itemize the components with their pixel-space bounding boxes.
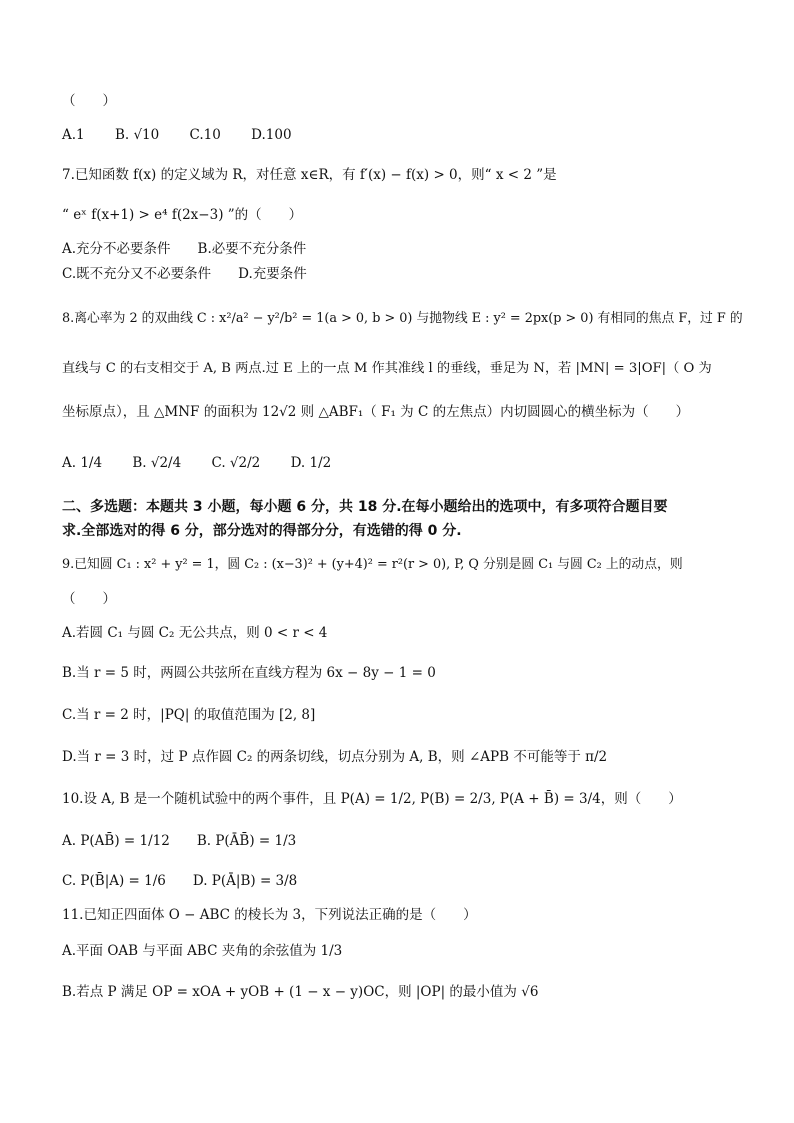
q11-option-b: B.若点 P 满足 OP = xOA + yOB + (1 − x − y)OC，则 |OP| 的最小值为 √6 [62,984,539,1000]
q9-option-a: A.若圆 C₁ 与圆 C₂ 无公共点，则 0 < r < 4 [62,625,328,641]
option-d: D. 1/2 [290,455,332,471]
option-a: A.1 [62,127,85,143]
section-2-heading: 二、多选题：本题共 3 小题，每小题 6 分，共 18 分.在每小题给出的选项中，有多项符合题目要 [62,499,668,515]
q7-options-ab: A.充分不必要条件 B.必要不充分条件 [62,241,307,257]
q8-stem-3: 坐标原点），且 △MNF 的面积为 12√2 则 △ABF₁（ F₁ 为 C 的左焦点）内切圆圆心的横坐标为（ ） [62,404,690,420]
q8-options [62,454,357,472]
option-d: D.100 [251,127,292,143]
q8-stem-2: 直线与 C 的右支相交于 A, B 两点.过 E 上的一点 M 作其准线 l 的垂线，垂足为 N，若 |MN| = 3|OF|（ O 为 [62,361,712,376]
q8-stem: 8.离心率为 2 的双曲线 C : x²/a² − y²/b² = 1(a > 0, b > 0) 与抛物线 E : y² = 2px(p > 0) 有相同的焦点 F，过 F 的 [62,311,743,326]
q7-options-cd: C.既不充分又不必要条件 D.充要条件 [62,266,307,282]
q11-stem: 11.已知正四面体 O − ABC 的棱长为 3，下列说法正确的是（ ） [62,907,477,923]
q10-options-ab: A. P(AB̄) = 1/12 B. P(ĀB̄) = 1/3 [62,833,297,849]
q7-stem-cont: “ eˣ f(x+1) > e⁴ f(2x−3) ”的（ ） [62,207,303,223]
q11-option-a: A.平面 OAB 与平面 ABC 夹角的余弦值为 1/3 [62,943,343,959]
option-c: C.10 [189,127,221,143]
answer-bracket: （ ） [62,93,116,109]
q10-options-cd: C. P(B̄|A) = 1/6 D. P(Ā|B) = 3/8 [62,873,298,889]
q6-options [62,126,318,144]
q9-option-d: D.当 r = 3 时，过 P 点作圆 C₂ 的两条切线，切点分别为 A, B，则 ∠APB 不可能等于 π/2 [62,749,608,765]
q9-stem: 9.已知圆 C₁ : x² + y² = 1，圆 C₂ : (x−3)² + (y+4)² = r²(r > 0), P, Q 分别是圆 C₁ 与圆 C₂ 上的动点，则 [62,557,683,572]
option-a: A. 1/4 [62,455,103,471]
section-2-heading-cont: 求.全部选对的得 6 分，部分选对的得部分分，有选错的得 0 分. [62,523,462,539]
option-b: B. √10 [114,127,160,143]
q9-option-b: B.当 r = 5 时，两圆公共弦所在直线方程为 6x − 8y − 1 = 0 [62,665,436,681]
option-b: B. √2/4 [132,455,182,471]
q10-stem: 10.设 A, B 是一个随机试验中的两个事件，且 P(A) = 1/2, P(B) = 2/3, P(A + B̄) = 3/4，则（ ） [62,791,682,807]
option-c: C. √2/2 [211,455,261,471]
q9-option-c: C.当 r = 2 时，|PQ| 的取值范围为 [2, 8] [62,707,316,723]
q9-bracket: （ ） [62,591,116,607]
q7-stem: 7.已知函数 f(x) 的定义域为 R，对任意 x∈R，有 f′(x) − f(x) > 0，则“ x < 2 ”是 [62,167,557,183]
